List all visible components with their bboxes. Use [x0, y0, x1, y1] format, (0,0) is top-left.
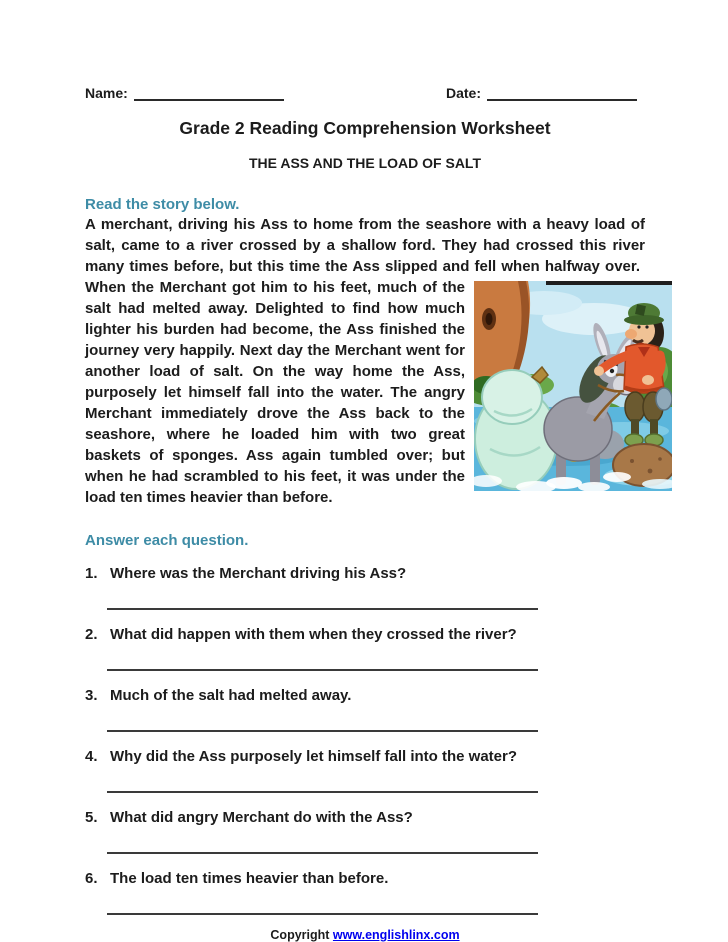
question-row	[85, 747, 645, 766]
answer-input-line-6[interactable]	[107, 913, 538, 915]
questions-list	[85, 564, 645, 915]
name-input-line[interactable]	[134, 84, 284, 101]
answer-input-line-4[interactable]	[107, 791, 538, 793]
answer-input-line-3[interactable]	[107, 730, 538, 732]
question-row	[85, 686, 645, 705]
answer-input-line-5[interactable]	[107, 852, 538, 854]
question-number: 4.	[85, 748, 98, 765]
question-text: Much of the salt had melted away.	[110, 687, 352, 704]
question-number: 3.	[85, 687, 98, 704]
question-text: Why did the Ass purposely let himself fall into the water?	[110, 748, 517, 765]
question-number: 5.	[85, 809, 98, 826]
story-paragraph-wrapped-block	[85, 277, 645, 508]
donkey-merchant-river-illustration	[474, 281, 672, 491]
question-number: 6.	[85, 870, 98, 887]
question-text: What did angry Merchant do with the Ass?	[110, 809, 413, 826]
story-paragraph-intro: A merchant, driving his Ass to home from the seashore with a heavy load of salt, came to a river crossed by a shallow ford. They had crossed this river many times before, but this time the Ass slipped and fell when halfway over.	[85, 216, 645, 275]
answer-input-line-2[interactable]	[107, 669, 538, 671]
question-text: Where was the Merchant driving his Ass?	[110, 565, 407, 582]
story-illustration	[474, 281, 672, 491]
date-field-group	[446, 84, 637, 101]
englishlinx-link[interactable]: www.englishlinx.com	[332, 928, 460, 942]
header-row	[85, 84, 645, 101]
page-title: Grade 2 Reading Comprehension Worksheet	[179, 118, 551, 138]
date-input-line[interactable]	[487, 84, 637, 101]
question-row	[85, 625, 645, 644]
date-label: Date:	[445, 85, 481, 101]
question-text: The load ten times heavier than before.	[110, 870, 389, 887]
answer-input-line-1[interactable]	[107, 608, 538, 610]
question-row	[85, 808, 645, 827]
story-title: THE ASS AND THE LOAD OF SALT	[248, 155, 482, 171]
question-number: 2.	[85, 626, 98, 643]
read-story-heading: Read the story below.	[85, 196, 240, 213]
question-number: 1.	[85, 565, 98, 582]
story-paragraph-wrapped: When the Merchant got him to his feet, much of the salt had melted away. Delighted to find how much lighter his burden had become, the Ass finished the journey very happily. Next day the Merchant went for another load of salt. On the way home the Ass, purposely let himself fall into the water. The angry Merchant immediately drove the Ass back to the seashore, where he loaded him with two great baskets of sponges. Ass again tumbled over; but when he had scrambled to his feet, it was under the load ten times heavier than before.	[85, 279, 465, 506]
name-field-group	[85, 84, 284, 101]
question-row	[85, 564, 645, 583]
answer-questions-heading: Answer each question.	[85, 532, 249, 549]
name-label: Name:	[85, 85, 128, 101]
question-row	[85, 869, 645, 888]
copyright-label: Copyright	[270, 928, 330, 942]
copyright-line	[85, 928, 645, 942]
question-text: What did happen with them when they crossed the river?	[110, 626, 517, 643]
